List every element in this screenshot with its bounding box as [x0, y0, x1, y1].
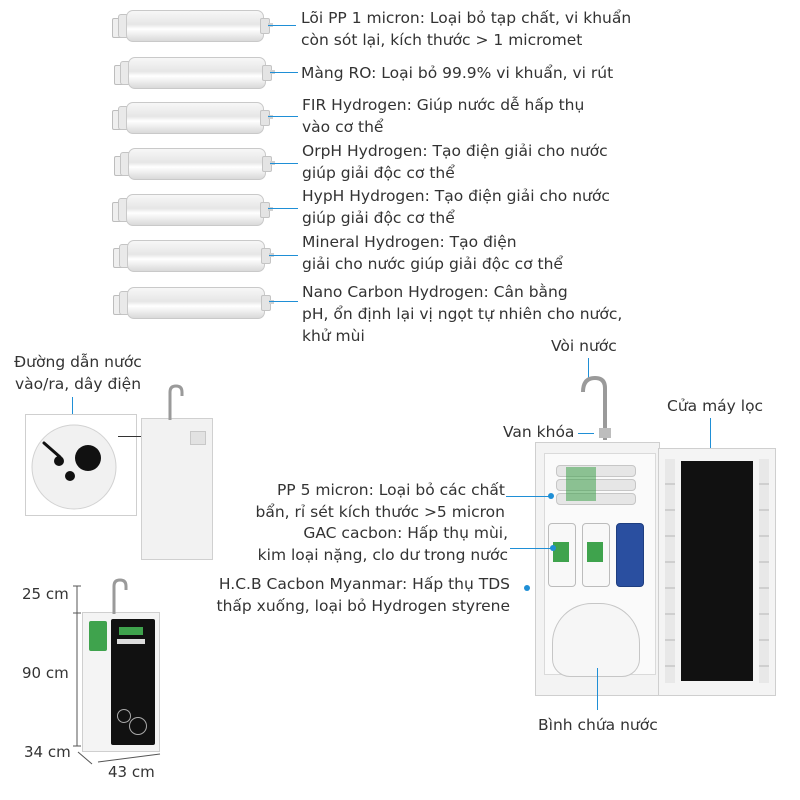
filter-label-nano-carbon: Nano Carbon Hydrogen: Cân bằng pH, ổn định lại vị ngọt tự nhiên cho nước, khử mùi — [302, 283, 623, 345]
dimension-top: 25 cm — [22, 585, 69, 603]
orph-hydrogen-cartridge — [114, 146, 274, 180]
pp5-label: PP 5 micron: Loại bỏ các chất bẩn, rỉ sét kích thước >5 micron — [255, 481, 505, 521]
dimension-height: 90 cm — [22, 664, 69, 682]
leader-line — [268, 25, 296, 26]
leader-line — [270, 72, 298, 73]
faucet-icon — [160, 382, 190, 422]
machine-body — [535, 442, 660, 696]
dimension-width: 43 cm — [108, 763, 155, 781]
nano-carbon-cartridge — [113, 285, 273, 319]
filter-label-fir: FIR Hydrogen: Giúp nước dễ hấp thụ vào cơ thể — [302, 96, 585, 136]
inlet-label: Đường dẫn nước vào/ra, dây điện — [14, 353, 142, 393]
leader-line — [269, 255, 298, 256]
front-faucet-icon — [104, 576, 134, 616]
fir-hydrogen-cartridge — [112, 100, 272, 134]
inlet-closeup — [25, 414, 137, 516]
door-black-panel — [681, 461, 753, 681]
inlet-panel-icon — [26, 415, 136, 515]
leader-line — [270, 163, 298, 164]
leader-line — [269, 301, 298, 302]
cabinet-door-panel — [111, 619, 155, 745]
filter-label-pp1: Lõi PP 1 micron: Loại bỏ tạp chất, vi khuẩn còn sót lại, kích thước > 1 micromet — [301, 9, 632, 49]
filter-label-hyph: HypH Hydrogen: Tạo điện giải cho nước giúp giải độc cơ thể — [302, 187, 610, 227]
valve-label: Van khóa — [503, 423, 575, 441]
filter-label-orph: OrpH Hydrogen: Tạo điện giải cho nước giúp giải độc cơ thể — [302, 142, 608, 182]
filter-label-mineral: Mineral Hydrogen: Tạo điện giải cho nước giúp giải độc cơ thể — [302, 233, 563, 273]
leader-line — [506, 496, 550, 497]
machine-faucet-icon — [575, 374, 615, 444]
cabinet-back-view — [141, 418, 213, 560]
cabinet-front-view — [82, 612, 160, 752]
dimension-depth: 34 cm — [24, 743, 71, 761]
hcb-label: H.C.B Cacbon Myanmar: Hấp thụ TDS thấp xuống, loại bỏ Hydrogen styrene — [216, 575, 510, 615]
hcb-marker — [524, 585, 530, 591]
pp1-filter-cartridge — [112, 8, 272, 42]
hyph-hydrogen-cartridge — [112, 192, 272, 226]
filter-label-ro: Màng RO: Loại bỏ 99.9% vi khuẩn, vi rút — [301, 64, 614, 82]
mineral-hydrogen-cartridge — [113, 238, 273, 272]
ro-membrane-cartridge — [114, 55, 274, 89]
tank-label: Bình chứa nước — [538, 716, 658, 734]
leader-line — [510, 548, 552, 549]
leader-line — [597, 668, 598, 710]
faucet-label: Vòi nước — [551, 337, 617, 355]
door-label: Cửa máy lọc — [667, 397, 764, 415]
gac-label: GAC cacbon: Hấp thụ mùi, kim loại nặng, clo dư trong nước — [257, 524, 508, 564]
leader-line — [268, 208, 298, 209]
leader-line — [268, 116, 298, 117]
machine-door — [658, 448, 776, 696]
